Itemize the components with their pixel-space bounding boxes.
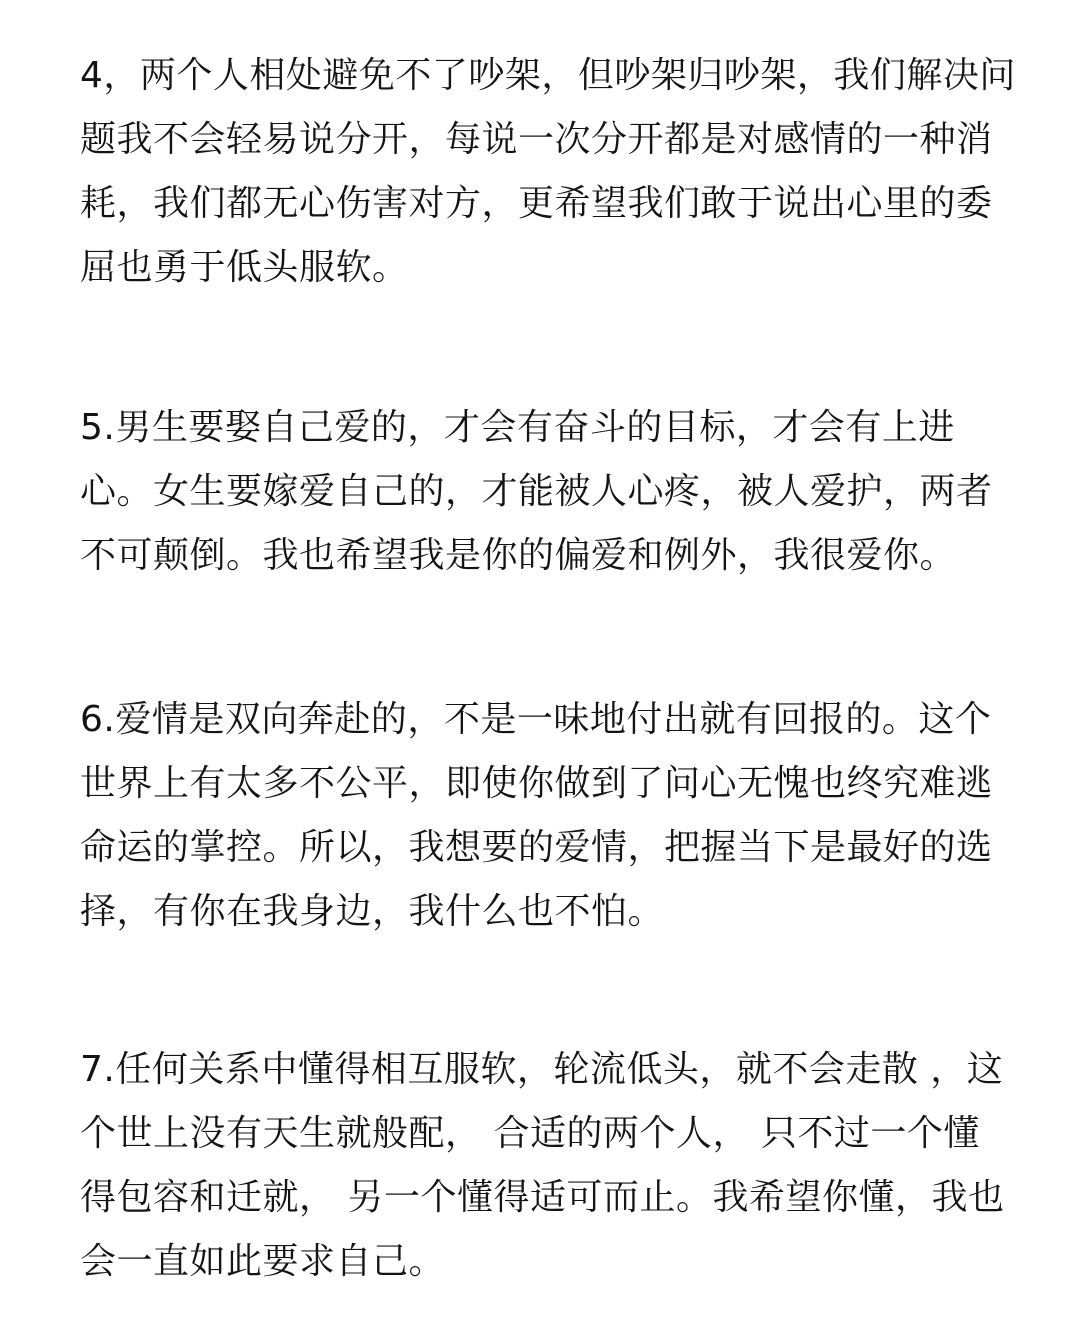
paragraph-line: 个世上没有天生就般配， 合适的两个人， 只不过一个懂	[80, 1113, 980, 1154]
paragraph-line: 6.爱情是双向奔赴的，不是一味地付出就有回报的。这个	[80, 699, 992, 740]
paragraph-line: 得包容和迁就， 另一个懂得适可而止。我希望你懂，我也	[80, 1177, 1005, 1218]
paragraph-line: 心。女生要嫁爱自己的，才能被人心疼，被人爱护，两者	[80, 471, 993, 512]
paragraph-7	[80, 1038, 1020, 1294]
paragraph-line: 5.男生要娶自己爱的，才会有奋斗的目标，才会有上进	[80, 407, 955, 448]
paragraph-4	[80, 44, 1020, 300]
paragraph-line: 不可颠倒。我也希望我是你的偏爱和例外，我很爱你。	[80, 535, 957, 576]
paragraph-line: 耗，我们都无心伤害对方，更希望我们敢于说出心里的委	[80, 183, 993, 224]
paragraph-line: 题我不会轻易说分开，每说一次分开都是对感情的一种消	[80, 119, 993, 160]
paragraph-line: 世界上有太多不公平，即使你做到了问心无愧也终究难逃	[80, 763, 993, 804]
paragraph-5	[80, 396, 1020, 588]
paragraph-line: 会一直如此要求自己。	[80, 1241, 446, 1282]
paragraph-line: 7.任何关系中懂得相互服软，轮流低头，就不会走散 ，这	[80, 1049, 1004, 1090]
paragraph-line: 4，两个人相处避免不了吵架，但吵架归吵架，我们解决问	[80, 55, 1016, 96]
paragraph-line: 命运的掌控。所以，我想要的爱情，把握当下是最好的选	[80, 827, 993, 868]
paragraph-line: 择，有你在我身边，我什么也不怕。	[80, 891, 665, 932]
paragraph-6	[80, 688, 1020, 944]
paragraph-line: 屈也勇于低头服软。	[80, 247, 409, 288]
